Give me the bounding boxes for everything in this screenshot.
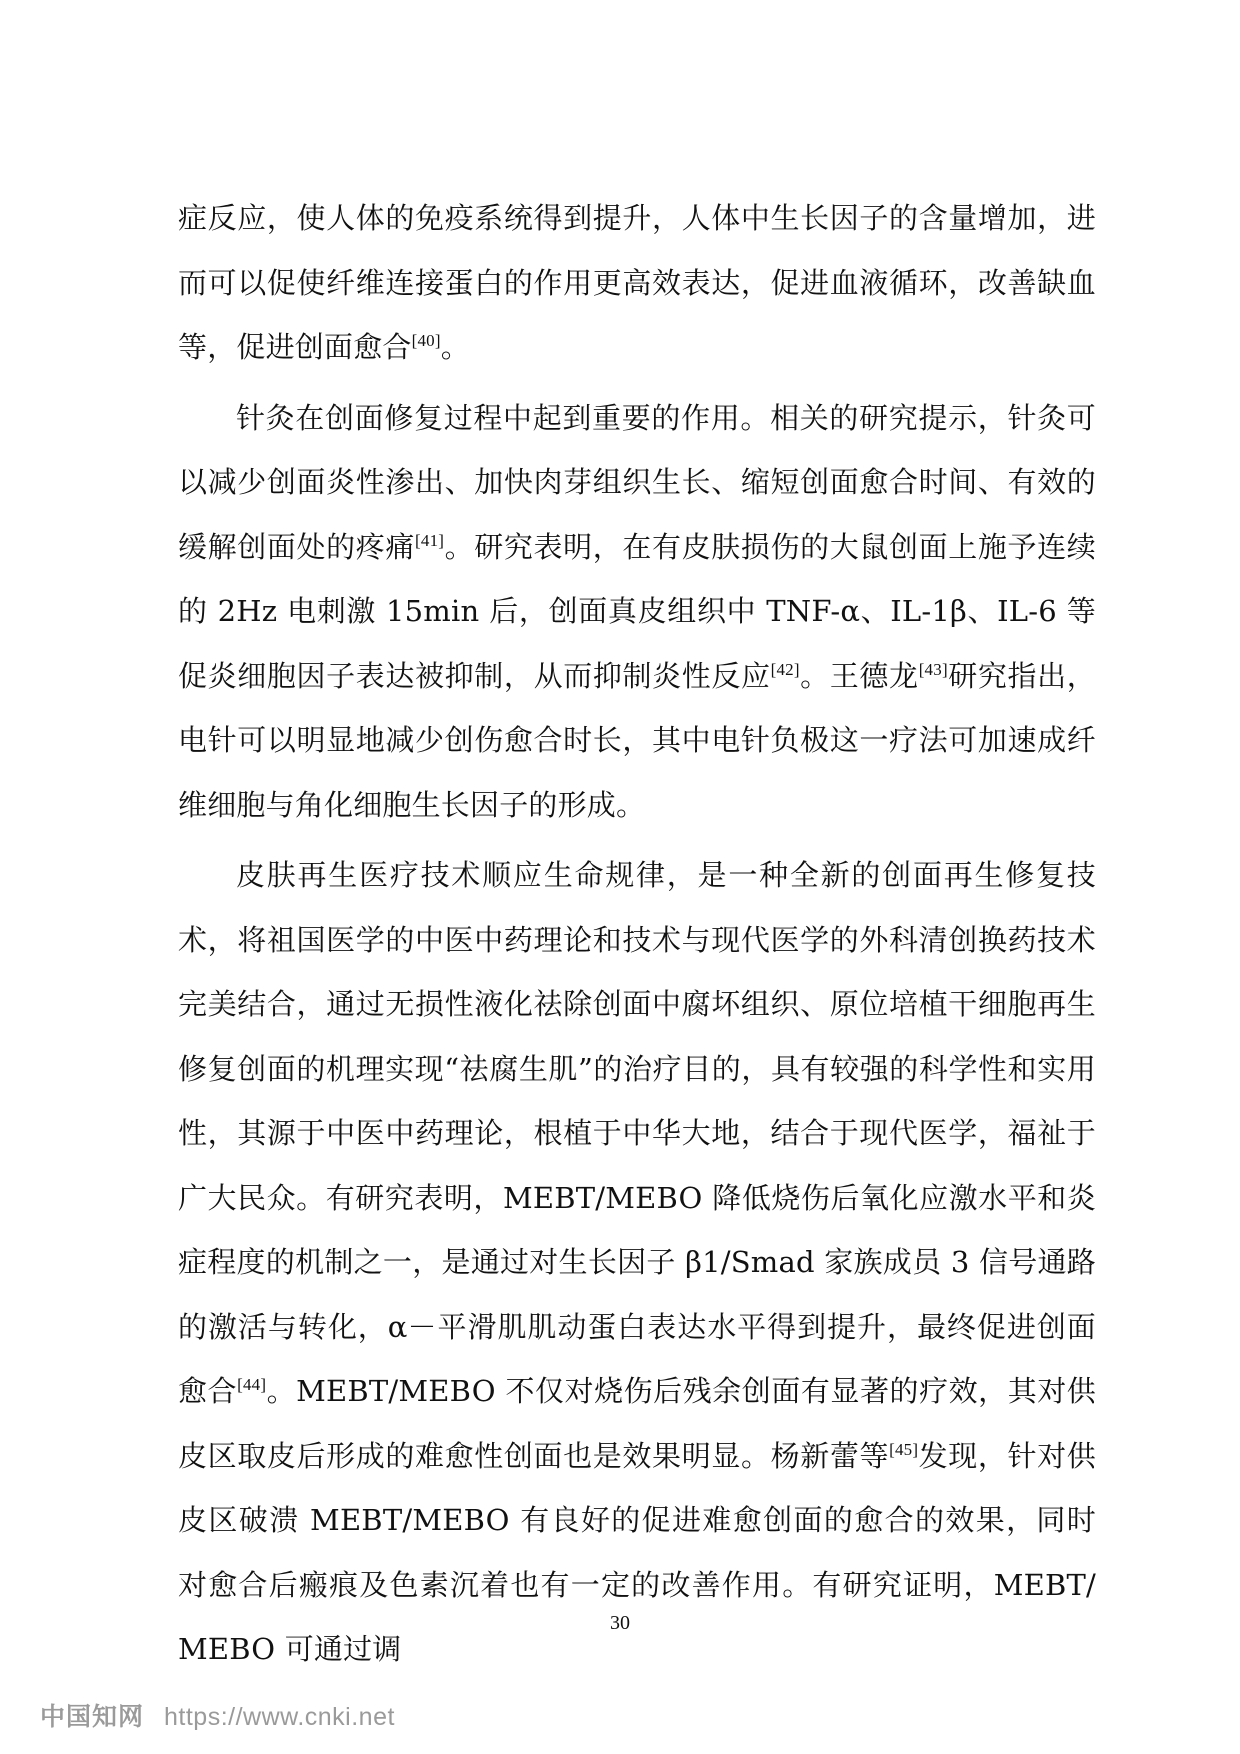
- paragraph-text: 发现，针对供皮区破溃 MEBT/MEBO 有良好的促进难愈创面的愈合的效果，同时对愈合后瘢痕及色素沉着也有一定的改善作用。有研究证明，MEBT/MEBO 可通过调: [178, 1438, 1096, 1666]
- paragraph-text: 研究指出，电针可以明显地减少创伤愈合时长，其中电针负极这一疗法可加速成纤维细胞与角化细胞生长因子的形成。: [178, 658, 1096, 822]
- citation-superscript: [45]: [889, 1439, 919, 1459]
- citation-superscript: [43]: [918, 659, 948, 679]
- paragraph-text: 。MEBT/MEBO 不仅对烧伤后残余创面有显著的疗效，其对供皮区取皮后形成的难愈性创面也是效果明显。杨新蕾等: [178, 1374, 1096, 1473]
- citation-superscript: [42]: [770, 659, 800, 679]
- page-number: 30: [610, 1612, 630, 1634]
- paragraph: [178, 186, 1096, 380]
- watermark-url: https://www.cnki.net: [164, 1703, 395, 1731]
- citation-superscript: [40]: [411, 331, 441, 350]
- paragraph-text: 。王德龙: [799, 658, 919, 693]
- citation-superscript: [44]: [237, 1375, 267, 1394]
- paragraph-text: 症反应，使人体的免疫系统得到提升，人体中生长因子的含量增加，进而可以促使纤维连接蛋白的作用更高效表达，促进血液循环，改善缺血等，促进创面愈合: [178, 201, 1096, 364]
- paragraph-text: 针灸在创面修复过程中起到重要的作用。相关的研究提示，针灸可以减少创面炎性渗出、加快肉芽组织生长、缩短创面愈合时间、有效的缓解创面处的疼痛: [178, 400, 1096, 564]
- citation-superscript: [41]: [415, 530, 445, 550]
- body-text: [178, 186, 1096, 1682]
- paragraph-text: 皮肤再生医疗技术顺应生命规律，是一种全新的创面再生修复技术，将祖国医学的中医中药理论和技术与现代医学的外科清创换药技术完美结合，通过无损性液化祛除创面中腐坏组织、原位培植干细胞再生修复创面的机理实现“祛腐生肌”的治疗目的，具有较强的科学性和实用性，其源于中医中药理论，根植于中华大地，结合于现代医学，福祉于广大民众。有研究表明，MEBT/MEBO 降低烧伤后氧化应激水平和炎症程度的机制之一，是通过对生长因子 β1/Smad 家族成员 3 信号通路的激活与转化，α－平滑肌肌动蛋白表达水平得到提升，最终促进创面愈合: [178, 858, 1096, 1408]
- paragraph: [178, 843, 1096, 1682]
- watermark-brand: 中国知网: [40, 1702, 145, 1731]
- cnki-watermark: [40, 1697, 395, 1733]
- paragraph-text: 。: [440, 330, 470, 364]
- paragraph-text: 。研究表明，在有皮肤损伤的大鼠创面上施予连续的 2Hz 电刺激 15min 后，创面真皮组织中 TNF-α、IL-1β、IL-6 等促炎细胞因子表达被抑制，从而抑制炎性反应: [178, 529, 1096, 693]
- paragraph: [178, 386, 1096, 838]
